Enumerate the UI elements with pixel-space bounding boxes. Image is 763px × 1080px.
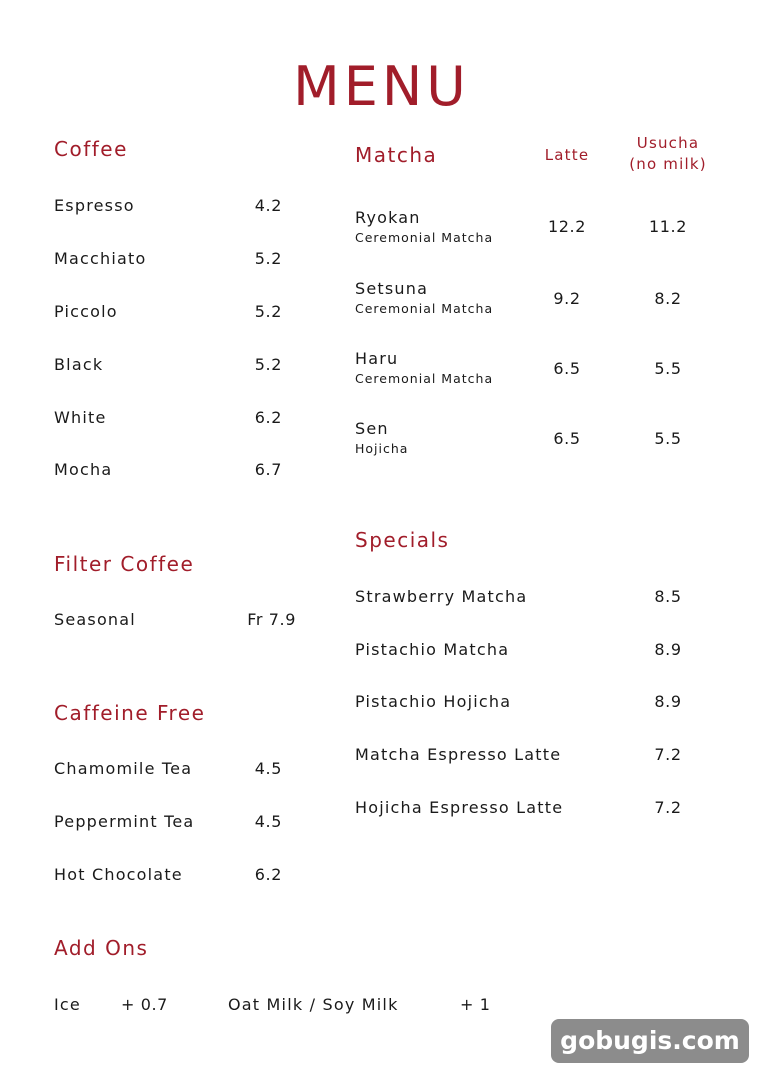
matcha-item-subtitle: Ceremonial Matcha [355,301,494,316]
menu-item-name: Hot Chocolate [54,865,183,884]
matcha-usucha-price: 11.2 [648,217,688,236]
menu-item-name: Piccolo [54,302,118,321]
section-heading-filter-coffee: Filter Coffee [54,552,195,576]
matcha-item-subtitle: Ceremonial Matcha [355,371,494,386]
matcha-latte-price: 6.5 [553,429,581,448]
menu-item-price: 6.7 [254,460,282,479]
menu-item-price: 5.2 [254,249,282,268]
section-heading-coffee: Coffee [54,137,128,161]
menu-item-price: 6.2 [254,865,282,884]
matcha-item-name: Sen [355,419,389,438]
special-item-name: Matcha Espresso Latte [355,745,562,764]
section-heading-add-ons: Add Ons [54,936,149,960]
menu-item-name: Black [54,355,104,374]
menu-item-name: White [54,408,107,427]
addon-price: + 1 [460,995,491,1014]
menu-item-price: 4.2 [254,196,282,215]
matcha-item-subtitle: Ceremonial Matcha [355,230,494,245]
special-item-name: Pistachio Matcha [355,640,510,659]
matcha-usucha-price: 5.5 [654,429,682,448]
matcha-item-name: Setsuna [355,279,429,298]
menu-item-name: Espresso [54,196,135,215]
menu-item-price: 4.5 [254,812,282,831]
special-item-name: Pistachio Hojicha [355,692,512,711]
special-item-price: 8.9 [654,640,682,659]
special-item-price: 7.2 [654,798,682,817]
column-header-usucha-line2: (no milk) [629,155,707,173]
special-item-price: 8.5 [654,587,682,606]
addon-price: + 0.7 [121,995,168,1014]
addon-name: Ice [54,995,81,1014]
special-item-price: 7.2 [654,745,682,764]
special-item-price: 8.9 [654,692,682,711]
matcha-item-subtitle: Hojicha [355,441,409,456]
matcha-usucha-price: 8.2 [654,289,682,308]
matcha-item-name: Ryokan [355,208,421,227]
menu-item-price: 5.2 [254,302,282,321]
matcha-latte-price: 9.2 [553,289,581,308]
column-header-latte: Latte [544,146,590,164]
menu-item-name: Seasonal [54,610,136,629]
column-header-usucha-line1: Usucha [636,134,700,152]
matcha-usucha-price: 5.5 [654,359,682,378]
section-heading-matcha: Matcha [355,143,438,167]
menu-item-price: Fr 7.9 [247,610,296,629]
watermark-badge: gobugis.com [551,1019,749,1063]
matcha-latte-price: 6.5 [553,359,581,378]
column-header-usucha [613,133,723,175]
special-item-name: Strawberry Matcha [355,587,528,606]
menu-item-name: Macchiato [54,249,147,268]
menu-title: MENU [293,55,470,118]
menu-item-name: Peppermint Tea [54,812,195,831]
special-item-name: Hojicha Espresso Latte [355,798,564,817]
menu-item-price: 4.5 [254,759,282,778]
addon-name: Oat Milk / Soy Milk [228,995,399,1014]
menu-item-name: Chamomile Tea [54,759,193,778]
menu-item-price: 5.2 [254,355,282,374]
menu-item-name: Mocha [54,460,113,479]
menu-item-price: 6.2 [254,408,282,427]
matcha-latte-price: 12.2 [547,217,587,236]
matcha-item-name: Haru [355,349,399,368]
section-heading-caffeine-free: Caffeine Free [54,701,206,725]
section-heading-specials: Specials [355,528,450,552]
